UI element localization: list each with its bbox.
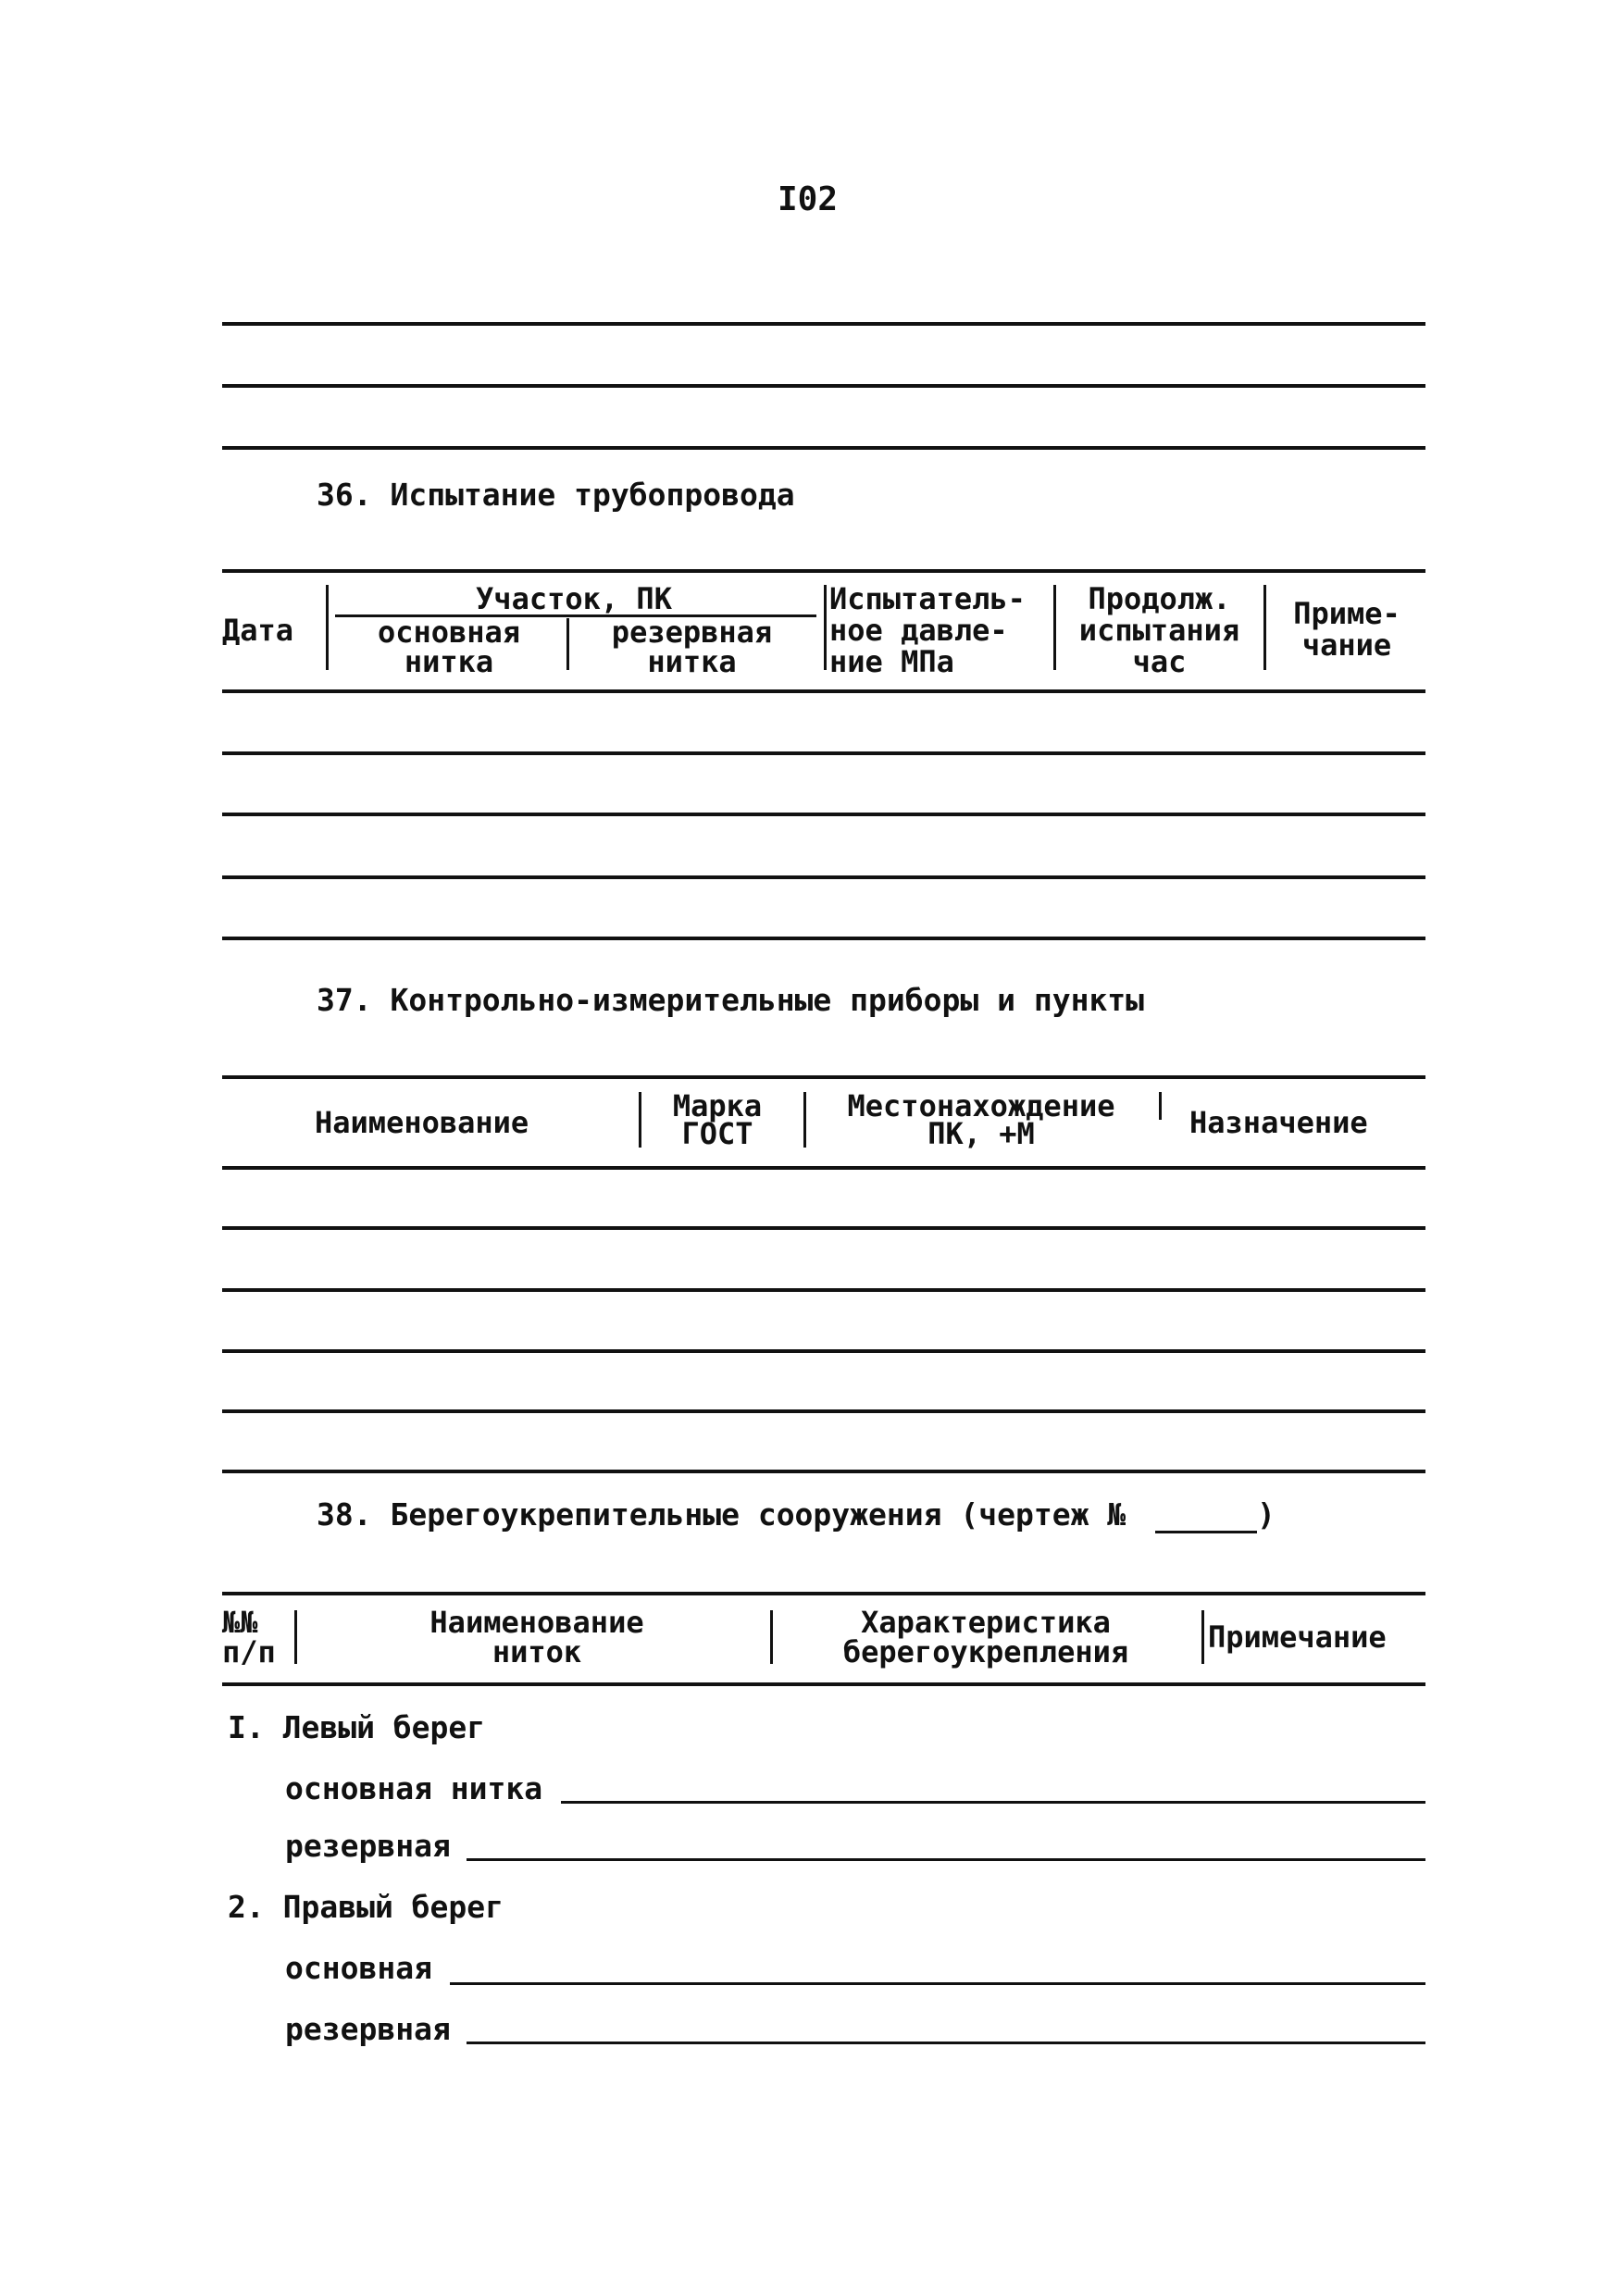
col-test-duration-1: Продолж.	[1088, 581, 1231, 616]
col-date: Дата	[222, 613, 294, 648]
col-main-line-1: основная	[377, 614, 521, 650]
col-note-2: чание	[1301, 627, 1392, 663]
table-row-line	[222, 1226, 1425, 1230]
col-separator	[1263, 585, 1266, 670]
table-36-top-rule	[222, 569, 1425, 573]
col-num-2: п/п	[222, 1634, 276, 1669]
col-test-pressure-1: Испытатель-	[829, 581, 1026, 616]
fill-line	[467, 2042, 1425, 2044]
col-characteristic-2: берегоукрепления	[842, 1634, 1129, 1669]
col-test-duration-3: час	[1132, 644, 1187, 679]
table-row-line	[222, 875, 1425, 879]
col-separator	[770, 1610, 773, 1664]
col-main-line-2: нитка	[404, 644, 494, 679]
col-separator	[294, 1610, 297, 1664]
col-separator	[1053, 585, 1056, 670]
col-location-2: ПК, +М	[927, 1116, 1035, 1151]
blank-line	[222, 446, 1425, 450]
col-separator	[803, 1092, 806, 1148]
col-location-1: Местонахождение	[847, 1088, 1115, 1123]
table-row-line	[222, 1409, 1425, 1413]
fill-line	[450, 1982, 1425, 1985]
table-row-line	[222, 751, 1425, 755]
table-row-line	[222, 813, 1425, 816]
col-separator	[1201, 1610, 1204, 1664]
table-37-header-rule	[222, 1166, 1425, 1170]
col-test-duration-2: испытания	[1078, 613, 1240, 648]
table-row-line	[222, 937, 1425, 940]
table-38-top-rule	[222, 1592, 1425, 1595]
table-38-header-rule	[222, 1682, 1425, 1686]
page-number: I02	[778, 180, 839, 218]
col-num-1: №№	[222, 1605, 258, 1640]
fill-line	[561, 1801, 1425, 1804]
item-left-bank-reserve: резервная	[285, 1828, 451, 1864]
col-separator	[326, 585, 329, 670]
item-left-bank: I. Левый берег	[228, 1709, 486, 1745]
item-right-bank: 2. Правый берег	[228, 1889, 504, 1925]
section-38-title-close: )	[1257, 1496, 1276, 1533]
col-separator	[639, 1092, 641, 1148]
table-row-line	[222, 1288, 1425, 1292]
table-row-line	[222, 1470, 1425, 1473]
col-reserve-line-2: нитка	[647, 644, 737, 679]
table-row-line	[222, 1349, 1425, 1353]
item-right-bank-main: основная	[285, 1950, 432, 1986]
blank-line	[222, 322, 1425, 326]
col-reserve-line-1: резервная	[611, 614, 773, 650]
section-36-title: 36. Испытание трубопровода	[317, 477, 795, 513]
drawing-number-blank	[1155, 1531, 1257, 1533]
col-test-pressure-2: ное давле-	[829, 613, 1008, 648]
col-characteristic-1: Характеристика	[861, 1605, 1111, 1640]
col-purpose: Назначение	[1189, 1105, 1368, 1140]
col-brand-2: ГОСТ	[681, 1116, 753, 1151]
col-separator	[824, 585, 827, 670]
table-37-top-rule	[222, 1075, 1425, 1079]
col-name-2: ниток	[492, 1634, 582, 1669]
col-separator	[1159, 1092, 1162, 1120]
col-note: Примечание	[1208, 1620, 1387, 1655]
item-right-bank-reserve: резервная	[285, 2011, 451, 2047]
col-note-1: Приме-	[1293, 596, 1400, 631]
col-test-pressure-3: ние МПа	[829, 644, 954, 679]
col-brand-1: Марка	[672, 1088, 763, 1123]
table-36-header-rule	[222, 689, 1425, 693]
blank-line	[222, 384, 1425, 388]
col-name: Наименование	[315, 1105, 529, 1140]
fill-line	[467, 1858, 1425, 1861]
section-38-title: 38. Берегоукрепительные сооружения (чертеж №	[317, 1496, 1126, 1533]
col-section-group: Участок, ПК	[476, 581, 672, 616]
section-37-title: 37. Контрольно-измерительные приборы и пункты	[317, 982, 1145, 1018]
col-name-1: Наименование	[429, 1605, 644, 1640]
item-left-bank-main: основная нитка	[285, 1770, 543, 1806]
